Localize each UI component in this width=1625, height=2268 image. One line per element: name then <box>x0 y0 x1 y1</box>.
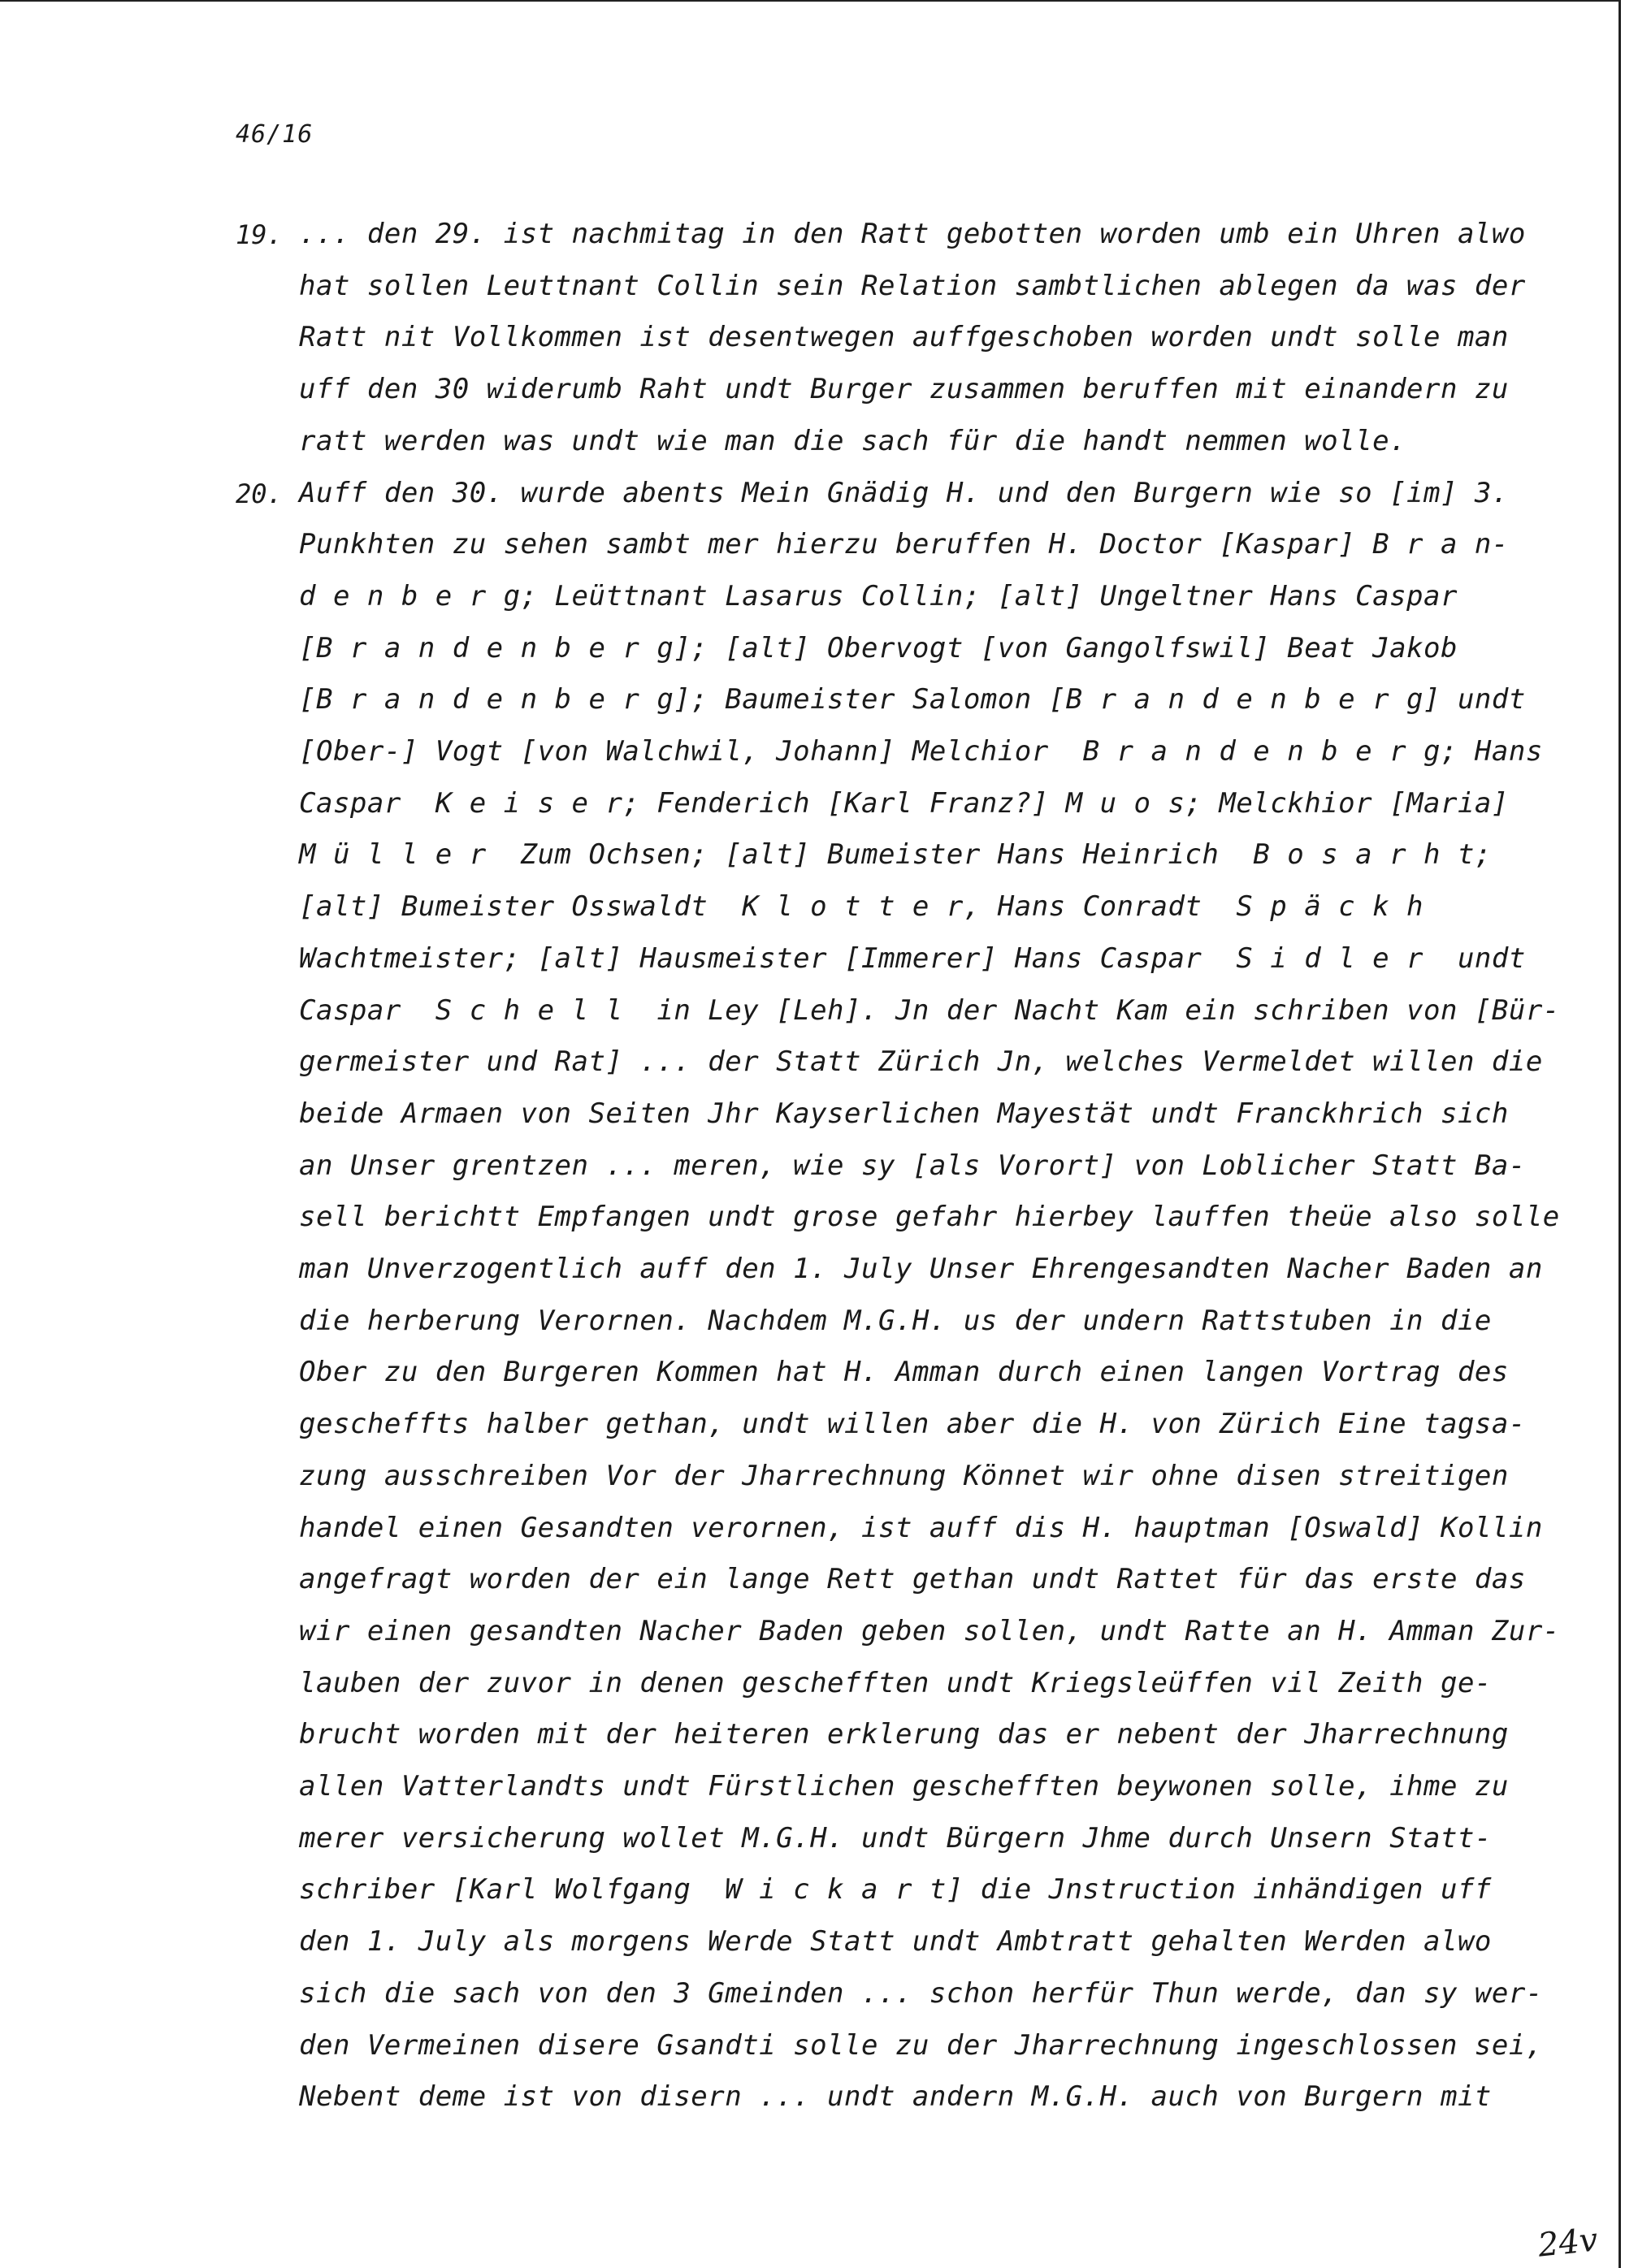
text-line: lauben der zuvor in denen geschefften undt Kriegsleüffen vil Zeith ge- <box>299 1666 1492 1699</box>
text-line: [B r a n d e n b e r g]; Baumeister Salomon [B r a n d e n b e r g] undt <box>299 683 1526 716</box>
text-line: Wachtmeister; [alt] Hausmeister [Immerer] Hans Caspar S i d l e r undt <box>299 941 1526 975</box>
text-line: den 1. July als morgens Werde Statt undt Ambtratt gehalten Werden alwo <box>299 1925 1492 1959</box>
text-line: Nebent deme ist von disern ... undt andern M.G.H. auch von Burgern mit <box>299 2080 1492 2114</box>
text-line: ratt werden was undt wie man die sach für die handt nemmen wolle. <box>299 424 1407 457</box>
text-line: Punkhten zu sehen sambt mer hierzu beruffen H. Doctor [Kaspar] B r a n- <box>299 528 1509 561</box>
text-line: d e n b e r g; Leüttnant Lasarus Collin; [alt] Ungeltner Hans Caspar <box>299 579 1458 612</box>
text-line: [alt] Bumeister Osswaldt K l o t t e r, Hans Conradt S p ä c k h <box>299 890 1424 924</box>
text-line: handel einen Gesandten verornen, ist auff dis H. hauptman [Oswald] Kollin <box>299 1511 1543 1544</box>
text-line: Ober zu den Burgeren Kommen hat H. Amman durch einen langen Vortrag des <box>299 1356 1509 1389</box>
text-line: hat sollen Leuttnant Collin sein Relation sambtlichen ablegen da was der <box>299 269 1526 302</box>
page-border-right <box>1618 0 1621 2268</box>
text-line: angefragt worden der ein lange Rett gethan undt Rattet für das erste das <box>299 1563 1526 1596</box>
text-line: schriber [Karl Wolfgang W i c k a r t] die Jnstruction inhändigen uff <box>299 1873 1492 1907</box>
page-number: 46/16 <box>236 120 314 149</box>
page-border-top <box>0 0 1618 2</box>
text-line: merer versicherung wollet M.G.H. undt Bürgern Jhme durch Unsern Statt- <box>299 1821 1492 1855</box>
text-line: wir einen gesandten Nacher Baden geben sollen, undt Ratte an H. Amman Zur- <box>299 1614 1560 1647</box>
text-line: Auff den 30. wurde abents Mein Gnädig H. und den Burgern wie so [im] 3. <box>299 476 1509 509</box>
folio-mark: 24v <box>1536 2221 1600 2265</box>
text-line: man Unverzogentlich auff den 1. July Unser Ehrengesandten Nacher Baden an <box>299 1253 1543 1285</box>
text-line: zung ausschreiben Vor der Jharrechnung Könnet wir ohne disen streitigen <box>299 1459 1509 1492</box>
text-line: beide Armaen von Seiten Jhr Kayserlichen Mayestät undt Franckhrich sich <box>299 1097 1509 1130</box>
text-line: [Ober-] Vogt [von Walchwil, Johann] Melchior B r a n d e n b e r g; Hans <box>299 735 1543 768</box>
text-line: gescheffts halber gethan, undt willen aber die H. von Zürich Eine tagsa- <box>299 1408 1526 1441</box>
text-line: Ratt nit Vollkommen ist desentwegen auffgeschoben worden undt solle man <box>299 321 1509 354</box>
text-line: sich die sach von den 3 Gmeinden ... schon herfür Thun werde, dan sy wer- <box>299 1976 1543 2010</box>
text-line: die herberung Verornen. Nachdem M.G.H. us der undern Rattstuben in die <box>299 1304 1492 1337</box>
text-line: brucht worden mit der heiteren erklerung das er nebent der Jharrechnung <box>299 1718 1509 1751</box>
text-line: Caspar K e i s e r; Fenderich [Karl Franz?] M u o s; Melckhior [Maria] <box>299 786 1509 820</box>
entry-number: 19. <box>236 219 283 250</box>
text-line: an Unser grentzen ... meren, wie sy [als Vorort] von Loblicher Statt Ba- <box>299 1149 1526 1182</box>
text-line: germeister und Rat] ... der Statt Zürich Jn, welches Vermeldet willen die <box>299 1045 1543 1079</box>
text-line: allen Vatterlandts undt Fürstlichen geschefften beywonen solle, ihme zu <box>299 1770 1509 1803</box>
text-line: Caspar S c h e l l in Ley [Leh]. Jn der Nacht Kam ein schriben von [Bür- <box>299 993 1560 1027</box>
text-line: ... den 29. ist nachmitag in den Ratt gebotten worden umb ein Uhren alwo <box>299 218 1526 250</box>
text-line: uff den 30 widerumb Raht undt Burger zusammen beruffen mit einandern zu <box>299 373 1509 406</box>
text-line: den Vermeinen disere Gsandti solle zu der Jharrechnung ingeschlossen sei, <box>299 2028 1543 2062</box>
entry-number: 20. <box>236 478 283 509</box>
text-line: [B r a n d e n b e r g]; [alt] Obervogt [von Gangolfswil] Beat Jakob <box>299 631 1458 664</box>
text-line: M ü l l e r Zum Ochsen; [alt] Bumeister Hans Heinrich B o s a r h t; <box>299 838 1492 872</box>
text-line: sell berichtt Empfangen undt grose gefahr hierbey lauffen theüe also solle <box>299 1201 1560 1234</box>
